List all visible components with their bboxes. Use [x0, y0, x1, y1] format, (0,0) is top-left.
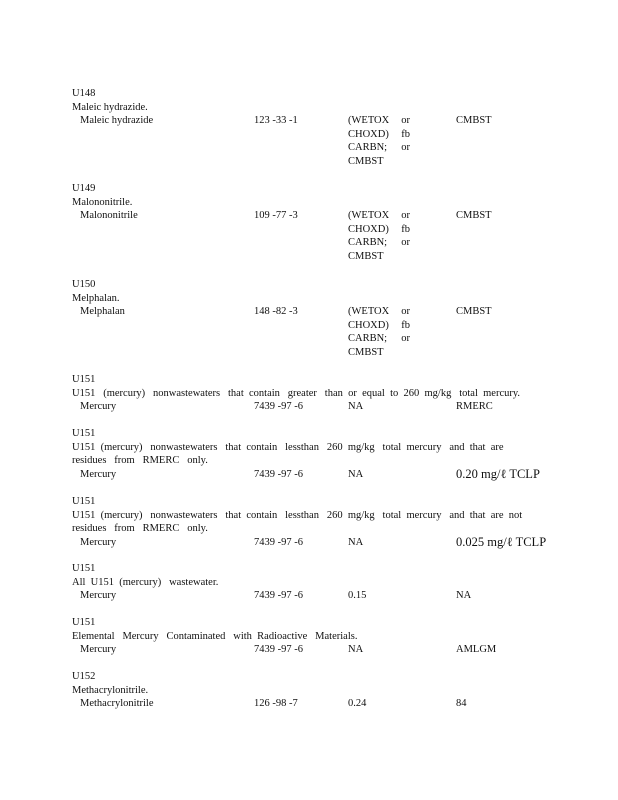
nonwastewater-standard: CMBST: [456, 306, 492, 317]
waste-code: U151: [72, 496, 96, 507]
constituent-name: Mercury: [80, 401, 117, 412]
waste-entry-u152: [72, 670, 552, 711]
waste-entry-u151-not-rmerc-residues: [72, 495, 552, 549]
constituent-row: [72, 643, 552, 657]
wastewater-standard: [348, 305, 410, 359]
wastewater-standard: NA: [348, 536, 364, 548]
standard-line: CARBN; or: [348, 237, 410, 248]
cas-number: 7439 -97 -6: [254, 468, 303, 480]
standard-line: CMBST: [348, 346, 384, 358]
cas-number: 148 -82 -3: [254, 306, 298, 317]
cas-number: 7439 -97 -6: [254, 401, 303, 412]
waste-code: U151: [72, 374, 96, 385]
constituent-name: Mercury: [80, 468, 117, 480]
constituent-name: Maleic hydrazide: [80, 115, 154, 126]
nonwastewater-standard: 84: [456, 698, 467, 709]
nonwastewater-standard: CMBST: [456, 210, 492, 221]
nonwastewater-standard: RMERC: [456, 401, 493, 412]
constituent-row: [72, 114, 552, 168]
constituent-name: Mercury: [80, 536, 117, 548]
standard-line: (WETOX or: [348, 115, 410, 126]
constituent-name: Melphalan: [80, 306, 125, 317]
waste-code: U150: [72, 279, 96, 290]
waste-description: Methacrylonitrile.: [72, 684, 149, 696]
constituent-name: Methacrylonitrile: [80, 698, 154, 709]
constituent-row: [72, 697, 552, 711]
waste-entry-u150: [72, 278, 552, 359]
waste-description: Maleic hydrazide.: [72, 101, 148, 113]
waste-entry-u151-high: [72, 373, 552, 414]
standard-line: CHOXD) fb: [348, 128, 410, 140]
wastewater-standard: NA: [348, 468, 364, 480]
waste-description: U151 (mercury) nonwastewaters that contain lessthan 260 mg/kg total mercury and that are not: [72, 509, 523, 521]
constituent-name: Mercury: [80, 590, 117, 601]
standard-line: (WETOX or: [348, 210, 410, 221]
waste-code: U151: [72, 428, 96, 439]
nonwastewater-standard: CMBST: [456, 115, 492, 126]
waste-entry-u148: [72, 87, 552, 168]
constituent-name: Mercury: [80, 644, 117, 655]
waste-entry-u149: [72, 182, 552, 263]
waste-description: U151 (mercury) nonwastewaters that contain lessthan 260 mg/kg total mercury and that are: [72, 441, 504, 453]
constituent-row: [72, 400, 552, 414]
constituent-row: [72, 209, 552, 263]
nonwastewater-standard: NA: [456, 590, 472, 601]
waste-code: U148: [72, 88, 96, 99]
waste-code: U149: [72, 183, 96, 194]
waste-description: Malononitrile.: [72, 196, 133, 208]
waste-entry-u151-rmerc-residues: [72, 427, 552, 481]
standard-line: CMBST: [348, 250, 384, 262]
cas-number: 7439 -97 -6: [254, 536, 303, 548]
wastewater-standard: NA: [348, 644, 364, 655]
standard-line: CHOXD) fb: [348, 319, 410, 331]
cas-number: 123 -33 -1: [254, 115, 298, 126]
wastewater-standard: 0.15: [348, 590, 367, 601]
standard-line: CHOXD) fb: [348, 223, 410, 235]
waste-description: Elemental Mercury Contaminated with Radioactive Materials.: [72, 630, 358, 642]
constituent-row: [72, 589, 552, 603]
constituent-row: [72, 468, 552, 482]
waste-entry-u151-radioactive: [72, 616, 552, 657]
constituent-row: [72, 305, 552, 359]
standard-line: CARBN; or: [348, 333, 410, 344]
waste-entry-u151-wastewater: [72, 562, 552, 603]
waste-code: U151: [72, 563, 96, 574]
wastewater-standard: 0.24: [348, 698, 367, 709]
waste-code: U151: [72, 617, 96, 628]
waste-code: U152: [72, 671, 96, 682]
nonwastewater-standard: 0.20 mg/ℓ TCLP: [456, 466, 540, 481]
cas-number: 7439 -97 -6: [254, 644, 303, 655]
wastewater-standard: NA: [348, 401, 364, 412]
waste-description-continued: residues from RMERC only.: [72, 523, 208, 534]
wastewater-standard: [348, 209, 410, 263]
waste-description: U151 (mercury) nonwastewaters that contain greater than or equal to 260 mg/kg total mercury.: [72, 387, 521, 399]
constituent-row: [72, 536, 552, 550]
wastewater-standard: [348, 114, 410, 168]
cas-number: 126 -98 -7: [254, 698, 298, 709]
standard-line: CARBN; or: [348, 142, 410, 153]
constituent-name: Malononitrile: [80, 210, 138, 221]
waste-description: All U151 (mercury) wastewater.: [72, 576, 219, 588]
cas-number: 7439 -97 -6: [254, 590, 303, 601]
nonwastewater-standard: AMLGM: [456, 644, 497, 655]
waste-description: Melphalan.: [72, 292, 120, 304]
waste-description-continued: residues from RMERC only.: [72, 455, 208, 466]
cas-number: 109 -77 -3: [254, 210, 298, 221]
standard-line: (WETOX or: [348, 306, 410, 317]
nonwastewater-standard: 0.025 mg/ℓ TCLP: [456, 534, 547, 549]
standard-line: CMBST: [348, 155, 384, 167]
